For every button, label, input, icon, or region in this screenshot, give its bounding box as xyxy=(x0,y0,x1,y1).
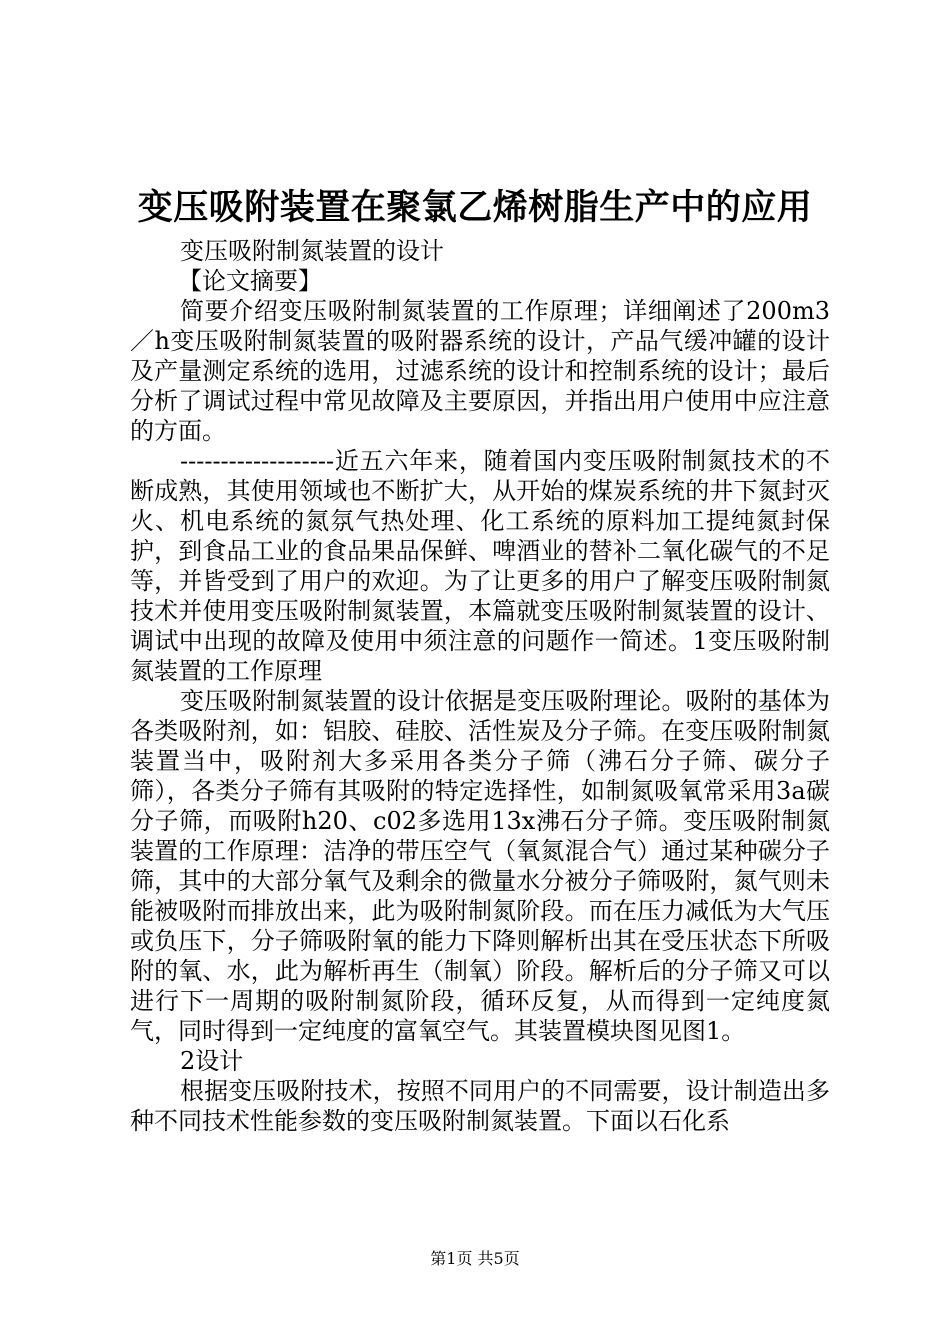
principle-paragraph: 变压吸附制氮装置的设计依据是变压吸附理论。吸附的基体为各类吸附剂，如：铝胶、硅胶、活性炭及分子筛。在变压吸附制氮装置当中，吸附剂大多采用各类分子筛（沸石分子筛、碳分子筛），各类分子筛有其吸附的特定选择性，如制氮吸氧常采用3a碳分子筛，而吸附h20、c02多选用13x沸石分子筛。变压吸附制氮装置的工作原理：洁净的带压空气（氧氮混合气）通过某种碳分子筛，其中的大部分氧气及剩余的微量水分被分子筛吸附，氮气则未能被吸附而排放出来，此为吸附制氮阶段。而在压力减低为大气压或负压下，分子筛吸附氧的能力下降则解析出其在受压状态下所吸附的氧、水，此为解析再生（制氧）阶段。解析后的分子筛又可以进行下一周期的吸附制氮阶段，循环反复，从而得到一定纯度氮气，同时得到一定纯度的富氧空气。其装置模块图见图1。 xyxy=(130,687,830,1045)
page-number: 第1页 共5页 xyxy=(430,1249,520,1268)
intro-paragraph: -------------------近五六年来，随着国内变压吸附制氮技术的不断成熟，其使用领域也不断扩大，从开始的煤炭系统的井下氮封灭火、机电系统的氮氛气热处理、化工系统的原料加工提纯氮封保护，到食品工业的食品果品保鲜、啤酒业的替补二氧化碳气的不足等，并皆受到了用户的欢迎。为了让更多的用户了解变压吸附制氮技术并使用变压吸附制氮装置，本篇就变压吸附制氮装置的设计、调试中出现的故障及使用中须注意的问题作一简述。1变压吸附制氮装置的工作原理 xyxy=(130,447,830,685)
section-heading-design: 2设计 xyxy=(180,1047,244,1075)
design-paragraph: 根据变压吸附技术，按照不同用户的不同需要，设计制造出多种不同技术性能参数的变压吸附制氮装置。下面以石化系 xyxy=(130,1077,830,1135)
document-title: 变压吸附装置在聚氯乙烯树脂生产中的应用 xyxy=(137,187,813,228)
abstract-paragraph: 简要介绍变压吸附制氮装置的工作原理；详细阐述了200m3／h变压吸附制氮装置的吸附器系统的设计，产品气缓冲罐的设计及产量测定系统的选用，过滤系统的设计和控制系统的设计；最后分析了调试过程中常见故障及主要原因，并指出用户使用中应注意的方面。 xyxy=(130,297,830,445)
abstract-heading: 【论文摘要】 xyxy=(178,267,322,295)
document-body xyxy=(130,236,830,1136)
subtitle: 变压吸附制氮装置的设计 xyxy=(180,237,444,265)
